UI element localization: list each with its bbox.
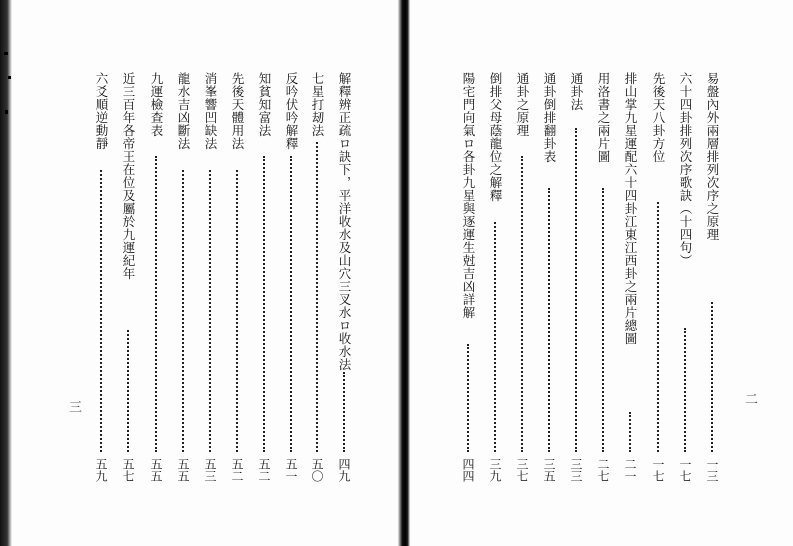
toc-entry [309,72,325,482]
toc-entry-page: 一七 [678,458,692,482]
toc-entry-leader [684,328,686,452]
toc-entry [93,72,109,482]
book-spine-fold [398,0,410,546]
toc-entry-title: 近三百年各帝王在位及屬於九運紀年 [121,72,136,280]
toc-entry-page: 二七 [596,458,610,482]
toc-entry-page: 五九 [94,458,108,482]
toc-entry [514,72,530,482]
toc-entry-title: 先後天體用法 [230,72,245,150]
toc-entry-title: 易盤內外兩層排列次序之原理 [705,72,720,241]
toc-entry-page: 二一 [623,458,637,482]
toc-entry-title: 通卦法 [569,72,584,111]
toc-entry [202,72,218,482]
toc-entry-leader [629,412,631,452]
toc-entry [650,72,666,482]
toc-entry [595,72,611,482]
toc-entry-leader [155,156,157,452]
toc-entry-page: 一七 [651,458,665,482]
toc-entry-title: 九運檢查表 [149,72,164,137]
toc-entry-leader [263,156,265,452]
toc-entry-title: 解釋辨正疏ロ訣下，平洋收水及山穴三叉水ロ收水法 [337,72,352,371]
toc-entry-title: 消峯響凹缺法 [203,72,218,150]
toc-entry-leader [575,128,577,452]
toc-entry-page: 三三 [569,458,583,482]
left-scan-edge [0,0,12,546]
toc-entry-leader [521,156,523,452]
toc-entry [568,72,584,482]
toc-entry-page: 五一 [284,458,298,482]
toc-entry-title: 倒排父母蔭龍位之解釋 [488,72,503,202]
page-number: 三 [66,400,81,413]
toc-entry-leader [236,170,238,452]
toc-entry-page: 三五 [542,458,556,482]
toc-entry-leader [316,142,318,452]
toc-entry-leader [494,222,496,452]
toc-entry-page: 五五 [176,458,190,482]
toc-entry [148,72,164,482]
toc-entry-title: 七星打刼法 [310,72,325,137]
toc-entry-title: 先後天八卦方位 [651,72,666,163]
toc-entry-leader [290,156,292,452]
toc-entry-title: 龍水吉凶斷法 [176,72,191,150]
toc-entry-title: 陽宅門向氣ロ各卦九星與逐運生尅吉凶詳解 [461,72,476,319]
toc-entry-leader [467,344,469,452]
toc-entry-leader [182,170,184,452]
toc-entry [120,72,136,482]
toc-entry-page: 四九 [337,458,351,482]
toc-entry-leader [343,372,345,452]
toc-entry-page: 五五 [149,458,163,482]
toc-entry-page: 五七 [121,458,135,482]
toc-entry-title: 六十四卦排列次序歌訣（十四句） [678,72,693,267]
right-page [410,0,793,546]
toc-entry [541,72,557,482]
toc-entry-page: 三七 [515,458,529,482]
toc-entry-leader [602,188,604,452]
scan-speck [8,76,11,79]
toc-entry [336,72,352,482]
toc-entry-leader [711,302,713,452]
toc-entry-title: 反吟伏吟解釋 [284,72,299,150]
toc-entry-title: 六爻順逆動靜 [94,72,109,150]
toc-entry-page: 五二 [230,458,244,482]
toc-entry-leader [127,330,129,452]
toc-entry-leader [548,188,550,452]
toc-entry [256,72,272,482]
scan-speck [5,110,8,114]
toc-entry [677,72,693,482]
toc-entry-title: 用洛書之兩片圖 [596,72,611,163]
toc-entry-page: 三九 [488,458,502,482]
toc-entry [622,72,638,482]
toc-entry-page: 五三 [203,458,217,482]
toc-entry-leader [100,170,102,452]
toc-entry [487,72,503,482]
page-number: 二 [742,392,757,405]
toc-entry-page: 五〇 [310,458,324,482]
toc-entry-leader [209,170,211,452]
toc-entry-leader [657,202,659,452]
toc-entry-page: 一三 [705,458,719,482]
toc-entry-page: 四四 [461,458,475,482]
scan-speck [4,52,8,55]
toc-entry-page: 五二 [257,458,271,482]
toc-entry [229,72,245,482]
toc-entry [460,72,476,482]
toc-entry [175,72,191,482]
toc-entry [704,72,720,482]
toc-entry-title: 通卦之原理 [515,72,530,137]
toc-entry [283,72,299,482]
toc-entry-title: 知貧知富法 [257,72,272,137]
toc-entry-title: 排山掌九星運配六十四卦江東江西卦之兩片總圖 [623,72,638,345]
toc-entry-title: 通卦倒排翻卦表 [542,72,557,163]
